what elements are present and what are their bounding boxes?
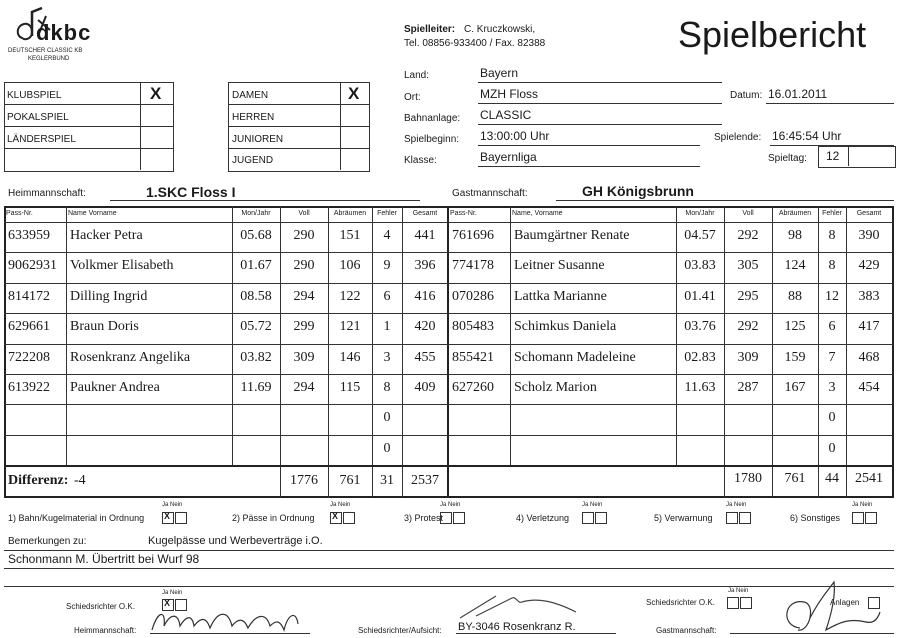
spielbeginn-value: 13:00:00 Uhr bbox=[480, 129, 550, 143]
table-col-divider bbox=[66, 206, 67, 465]
guest-player-abr: 88 bbox=[788, 288, 802, 304]
bahnanlage-label: Bahnanlage: bbox=[404, 113, 461, 124]
home-header-mj: Mon/Jahr bbox=[241, 210, 271, 217]
home-player-voll: 290 bbox=[293, 228, 315, 243]
gast-signature-label: Gastmannschaft: bbox=[656, 626, 717, 635]
home-player-mj: 05.68 bbox=[240, 228, 272, 243]
home-player-abr: 115 bbox=[339, 380, 361, 395]
table-col-divider bbox=[510, 206, 511, 465]
check-ja-mark-2: X bbox=[332, 511, 339, 521]
check-nein-box-1 bbox=[175, 512, 187, 524]
remarks-line1: Kugelpässe und Werbeverträge i.O. bbox=[148, 535, 323, 547]
sr-ok-right-janein: Ja Nein bbox=[728, 588, 749, 594]
guest-player-g: 454 bbox=[858, 380, 880, 395]
table-col-divider bbox=[232, 206, 233, 465]
home-player-f: 0 bbox=[383, 440, 391, 456]
guest-player-f: 12 bbox=[825, 288, 839, 304]
guest-player-g: 417 bbox=[858, 319, 880, 335]
home-player-name: Hacker Petra bbox=[70, 228, 143, 243]
gast-name: GH Königsbrunn bbox=[582, 183, 694, 199]
check-label-5: 5) Verwarnung bbox=[654, 513, 713, 523]
land-value: Bayern bbox=[480, 66, 519, 80]
aufsicht-label: Schiedsrichter/Aufsicht: bbox=[358, 626, 442, 635]
sr-ok-left-janein: Ja Nein bbox=[162, 590, 183, 596]
guest-player-f: 7 bbox=[828, 349, 836, 365]
spielleiter-label: Spielleiter: bbox=[404, 24, 456, 35]
home-total-g: 2537 bbox=[411, 473, 439, 489]
check-nein-box-2 bbox=[343, 512, 355, 524]
guest-player-pass: 774178 bbox=[452, 258, 494, 274]
check-ja-box-4 bbox=[582, 512, 594, 524]
type-klubspiel-mark: X bbox=[150, 84, 162, 103]
guest-player-abr: 159 bbox=[784, 349, 806, 365]
type-laenderspiel: LÄNDERSPIEL bbox=[7, 134, 76, 145]
table-header-line bbox=[4, 222, 894, 223]
check-nein-box-4 bbox=[595, 512, 607, 524]
guest-player-f: 3 bbox=[828, 380, 836, 395]
check-label-3: 3) Protest bbox=[404, 513, 444, 523]
home-player-abr: 146 bbox=[339, 349, 361, 365]
home-player-voll: 290 bbox=[293, 258, 315, 274]
home-player-f: 3 bbox=[383, 349, 391, 365]
home-player-pass: 722208 bbox=[8, 349, 50, 365]
sr-ok-right-ja-box bbox=[727, 597, 739, 609]
guest-player-abr: 167 bbox=[784, 380, 806, 395]
spielende-label: Spielende: bbox=[714, 132, 762, 143]
guest-header-pass: Pass-Nr. bbox=[450, 210, 477, 217]
home-player-voll: 299 bbox=[293, 319, 315, 335]
sr-ok-left-ja-mark: X bbox=[164, 598, 171, 608]
guest-player-g: 429 bbox=[858, 258, 880, 274]
type-klubspiel: KLUBSPIEL bbox=[7, 90, 62, 101]
home-player-abr: 121 bbox=[339, 319, 361, 335]
guest-player-abr: 124 bbox=[784, 258, 806, 274]
home-player-voll: 309 bbox=[293, 349, 315, 365]
home-player-mj: 08.58 bbox=[240, 288, 272, 304]
guest-total-abr: 761 bbox=[784, 471, 806, 487]
guest-player-pass: 855421 bbox=[452, 349, 494, 365]
home-header-g: Gesamt bbox=[412, 210, 438, 217]
check-ja-box-5 bbox=[726, 512, 738, 524]
home-player-g: 441 bbox=[414, 228, 436, 243]
table-row-line bbox=[4, 313, 894, 314]
check-janein-1: Ja Nein bbox=[162, 502, 183, 508]
sr-ok-right-label: Schiedsrichter O.K. bbox=[646, 598, 715, 607]
guest-total-g: 2541 bbox=[855, 471, 883, 487]
home-player-name: Paukner Andrea bbox=[70, 380, 160, 395]
guest-player-f: 0 bbox=[828, 410, 836, 426]
home-header-name: Name Vorname bbox=[68, 210, 117, 217]
home-player-pass: 814172 bbox=[8, 288, 50, 304]
remarks-line2: Schonmann M. Übertritt bei Wurf 98 bbox=[8, 552, 200, 566]
check-janein-2: Ja Nein bbox=[330, 502, 351, 508]
anlagen-label: Anlagen bbox=[830, 598, 860, 607]
logo-line2: KEGLERBUND bbox=[28, 56, 70, 62]
check-label-6: 6) Sonstiges bbox=[790, 513, 841, 523]
guest-player-f: 8 bbox=[828, 228, 836, 243]
table-col-divider bbox=[402, 206, 403, 465]
guest-header-voll: Voll bbox=[742, 210, 754, 217]
table-total-line bbox=[4, 465, 894, 467]
home-player-name: Dilling Ingrid bbox=[70, 288, 148, 304]
home-player-name: Volkmer Elisabeth bbox=[70, 258, 174, 274]
logo-line1: DEUTSCHER CLASSIC KB bbox=[8, 48, 83, 54]
category-damen: DAMEN bbox=[232, 90, 269, 101]
home-player-pass: 629661 bbox=[8, 319, 50, 335]
check-nein-box-5 bbox=[739, 512, 751, 524]
home-player-mj: 03.82 bbox=[240, 349, 272, 365]
guest-player-voll: 309 bbox=[737, 349, 759, 365]
gast-signature bbox=[770, 578, 890, 638]
check-ja-box-6 bbox=[852, 512, 864, 524]
home-player-mj: 01.67 bbox=[240, 258, 272, 274]
check-ja-box-3 bbox=[440, 512, 452, 524]
home-player-voll: 294 bbox=[293, 380, 315, 395]
guest-player-abr: 98 bbox=[788, 228, 802, 243]
type-pokalspiel: POKALSPIEL bbox=[7, 112, 69, 123]
guest-player-f: 6 bbox=[828, 319, 836, 335]
guest-player-name: Schimkus Daniela bbox=[514, 319, 617, 335]
spieltag-label: Spieltag: bbox=[768, 153, 807, 164]
check-label-4: 4) Verletzung bbox=[516, 513, 570, 523]
home-player-mj: 05.72 bbox=[240, 319, 272, 335]
guest-player-name: Baumgärtner Renate bbox=[514, 228, 630, 243]
check-nein-box-3 bbox=[453, 512, 465, 524]
klasse-label: Klasse: bbox=[404, 155, 437, 166]
home-player-name: Rosenkranz Angelika bbox=[70, 349, 191, 365]
guest-player-mj: 03.83 bbox=[684, 258, 716, 274]
home-player-voll: 294 bbox=[293, 288, 315, 304]
ort-label: Ort: bbox=[404, 92, 421, 103]
home-player-g: 416 bbox=[414, 288, 436, 304]
logo bbox=[8, 6, 92, 62]
table-row-line bbox=[4, 252, 894, 253]
home-player-f: 8 bbox=[383, 380, 391, 395]
guest-player-pass: 761696 bbox=[452, 228, 494, 243]
spielleiter-tel: Tel. 08856-933400 / Fax. 82388 bbox=[404, 38, 546, 49]
guest-header-name: Name, Vorname bbox=[512, 210, 563, 217]
home-player-g: 409 bbox=[414, 380, 436, 395]
category-jugend: JUGEND bbox=[232, 155, 274, 166]
home-player-pass: 613922 bbox=[8, 380, 50, 395]
table-row-line bbox=[4, 374, 894, 375]
guest-player-pass: 805483 bbox=[452, 319, 494, 335]
spielleiter-name: C. Kruczkowski, bbox=[464, 24, 536, 35]
home-player-f: 4 bbox=[383, 228, 391, 243]
category-junioren: JUNIOREN bbox=[232, 134, 284, 145]
check-janein-3: Ja Nein bbox=[440, 502, 461, 508]
home-player-g: 420 bbox=[414, 319, 436, 335]
difference-value: -4 bbox=[74, 473, 86, 489]
guest-player-f: 8 bbox=[828, 258, 836, 274]
aufsicht-signature bbox=[456, 590, 596, 622]
category-herren: HERREN bbox=[232, 112, 275, 123]
gast-label: Gastmannschaft: bbox=[452, 188, 528, 199]
guest-player-g: 383 bbox=[858, 288, 880, 304]
guest-player-voll: 295 bbox=[737, 288, 759, 304]
home-total-f: 31 bbox=[380, 473, 394, 489]
home-player-pass: 633959 bbox=[8, 228, 50, 243]
check-janein-4: Ja Nein bbox=[582, 502, 603, 508]
table-col-divider bbox=[328, 206, 329, 465]
home-player-g: 396 bbox=[414, 258, 436, 274]
home-player-pass: 9062931 bbox=[8, 258, 57, 274]
check-janein-5: Ja Nein bbox=[726, 502, 747, 508]
sr-ok-right-nein-box bbox=[740, 597, 752, 609]
check-label-1: 1) Bahn/Kugelmaterial in Ordnung bbox=[8, 513, 145, 523]
home-player-f: 6 bbox=[383, 288, 391, 304]
table-row-line bbox=[4, 283, 894, 284]
home-player-f: 1 bbox=[383, 319, 391, 335]
guest-player-voll: 292 bbox=[737, 228, 759, 243]
guest-player-name: Schomann Madeleine bbox=[514, 349, 636, 365]
datum-label: Datum: bbox=[730, 90, 763, 101]
sr-ok-left-label: Schiedsrichter O.K. bbox=[66, 602, 135, 611]
guest-player-mj: 03.76 bbox=[684, 319, 716, 335]
document-title: Spielbericht bbox=[678, 14, 867, 55]
home-header-f: Fehler bbox=[377, 210, 397, 217]
remarks-label: Bemerkungen zu: bbox=[8, 536, 87, 547]
guest-player-name: Lattka Marianne bbox=[514, 288, 607, 304]
guest-header-abr: Abräumen bbox=[778, 210, 812, 217]
ort-value: MZH Floss bbox=[480, 87, 538, 101]
guest-player-pass: 070286 bbox=[452, 288, 494, 304]
bahnanlage-value: CLASSIC bbox=[480, 108, 532, 122]
difference-label: Differenz: bbox=[8, 473, 69, 489]
heim-label: Heimmannschaft: bbox=[8, 188, 86, 199]
guest-player-name: Leitner Susanne bbox=[514, 258, 605, 274]
check-label-2: 2) Pässe in Ordnung bbox=[232, 513, 315, 523]
logo-letters: dkbc bbox=[36, 20, 92, 45]
table-col-divider bbox=[846, 206, 847, 465]
home-player-f: 0 bbox=[383, 410, 391, 426]
home-header-abr: Abräumen bbox=[333, 210, 367, 217]
home-total-abr: 761 bbox=[339, 473, 361, 489]
guest-player-g: 468 bbox=[858, 349, 880, 365]
check-janein-6: Ja Nein bbox=[852, 502, 873, 508]
home-total-voll: 1776 bbox=[290, 473, 318, 489]
home-header-pass: Pass-Nr. bbox=[6, 210, 33, 217]
category-damen-mark: X bbox=[348, 84, 360, 103]
guest-player-abr: 125 bbox=[784, 319, 806, 335]
guest-player-mj: 04.57 bbox=[684, 228, 716, 243]
klasse-value: Bayernliga bbox=[480, 150, 537, 164]
guest-player-mj: 01.41 bbox=[684, 288, 716, 304]
check-nein-box-6 bbox=[865, 512, 877, 524]
guest-player-name: Scholz Marion bbox=[514, 380, 597, 395]
guest-header-f: Fehler bbox=[822, 210, 842, 217]
guest-player-voll: 292 bbox=[737, 319, 759, 335]
home-player-abr: 106 bbox=[339, 258, 361, 274]
table-row-line bbox=[4, 404, 894, 405]
table-col-divider bbox=[676, 206, 677, 465]
home-header-voll: Voll bbox=[298, 210, 310, 217]
spieltag-value: 12 bbox=[826, 149, 840, 163]
table-col-divider bbox=[724, 206, 725, 465]
home-player-name: Braun Doris bbox=[70, 319, 139, 335]
table-row-line bbox=[4, 344, 894, 345]
home-player-g: 455 bbox=[414, 349, 436, 365]
guest-total-f: 44 bbox=[825, 471, 839, 487]
home-player-mj: 11.69 bbox=[240, 380, 272, 395]
guest-player-g: 390 bbox=[858, 228, 880, 243]
guest-header-g: Gesamt bbox=[856, 210, 882, 217]
heim-signature-label: Heimmannschaft: bbox=[74, 626, 137, 635]
heim-name: 1.SKC Floss I bbox=[146, 184, 236, 200]
home-player-abr: 151 bbox=[339, 228, 361, 243]
land-label: Land: bbox=[404, 70, 430, 81]
table-col-divider bbox=[772, 206, 773, 465]
spielende-value: 16:45:54 Uhr bbox=[772, 129, 842, 143]
table-col-divider bbox=[280, 206, 281, 465]
heim-signature bbox=[148, 600, 308, 636]
spielbeginn-label: Spielbeginn: bbox=[404, 134, 460, 145]
guest-player-f: 0 bbox=[828, 440, 836, 456]
guest-player-pass: 627260 bbox=[452, 380, 494, 395]
guest-player-voll: 305 bbox=[737, 258, 759, 274]
guest-player-mj: 02.83 bbox=[684, 349, 716, 365]
aufsicht-value: BY-3046 Rosenkranz R. bbox=[458, 621, 576, 633]
check-ja-mark-1: X bbox=[164, 511, 171, 521]
guest-player-voll: 287 bbox=[737, 380, 759, 395]
guest-header-mj: Mon/Jahr bbox=[685, 210, 715, 217]
home-player-abr: 122 bbox=[339, 288, 361, 304]
table-row-line bbox=[4, 435, 894, 436]
guest-total-voll: 1780 bbox=[734, 471, 762, 487]
datum-value: 16.01.2011 bbox=[768, 87, 828, 101]
home-player-f: 9 bbox=[383, 258, 391, 274]
guest-player-mj: 11.63 bbox=[684, 380, 716, 395]
